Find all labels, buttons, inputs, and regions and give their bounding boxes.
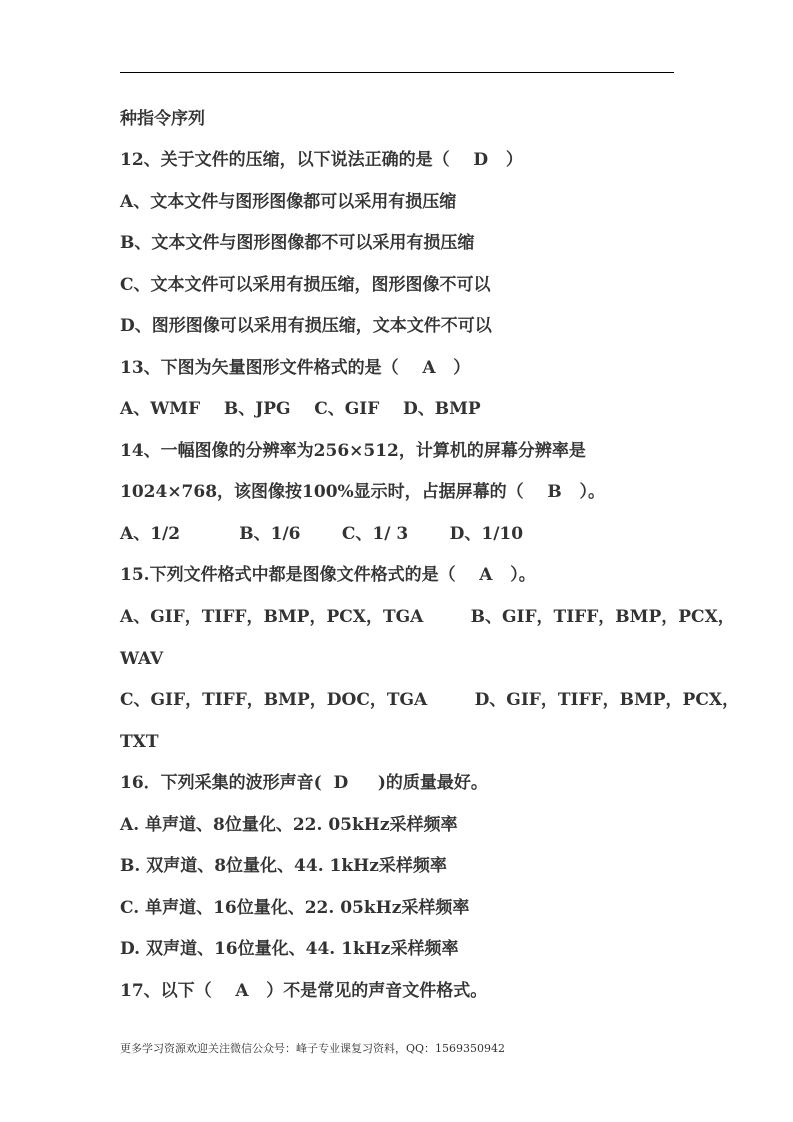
options-15-ab: A、GIF，TIFF，BMP，PCX，TGA B、GIF，TIFF，BMP，PCX， xyxy=(120,607,735,627)
option-16-a: A. 单声道、8位量化、22. 05kHz采样频率 xyxy=(120,815,458,835)
question-16: 16．下列采集的波形声音( D )的质量最好。 xyxy=(120,773,488,793)
option-a: A、文本文件与图形图像都可以采用有损压缩 xyxy=(120,192,457,212)
question-13: 13、下图为矢量图形文件格式的是（ A ） xyxy=(120,358,471,378)
page-footer: 更多学习资源欢迎关注微信公众号：峰子专业课复习资料，QQ：1569350942 xyxy=(120,1042,506,1055)
option-16-c: C. 单声道、16位量化、22. 05kHz采样频率 xyxy=(120,898,470,918)
options-15-ab-cont: WAV xyxy=(120,649,164,669)
option-16-b: B. 双声道、8位量化、44. 1kHz采样频率 xyxy=(120,856,447,876)
question-17: 17、以下（ A ）不是常见的声音文件格式。 xyxy=(120,981,488,1001)
question-14: 14、一幅图像的分辨率为256×512，计算机的屏幕分辨率是 xyxy=(120,441,586,461)
text-line: 种指令序列 xyxy=(120,109,205,129)
option-c: C、文本文件可以采用有损压缩，图形图像不可以 xyxy=(120,275,491,295)
option-d: D、图形图像可以采用有损压缩，文本文件不可以 xyxy=(120,316,492,336)
options-15-cd-cont: TXT xyxy=(120,732,159,752)
options-14: A、1/2 B、1/6 C、1/ 3 D、1/10 xyxy=(120,524,524,544)
question-12: 12、关于文件的压缩，以下说法正确的是（ D ） xyxy=(120,150,523,170)
option-16-d: D. 双声道、16位量化、44. 1kHz采样频率 xyxy=(120,939,459,959)
option-b: B、文本文件与图形图像都不可以采用有损压缩 xyxy=(120,233,475,253)
options-15-cd: C、GIF，TIFF，BMP，DOC，TGA D、GIF，TIFF，BMP，PCX， xyxy=(120,690,740,710)
question-14-cont: 1024×768，该图像按100%显示时，占据屏幕的（ B ）。 xyxy=(120,482,605,502)
options-13: A、WMF B、JPG C、GIF D、BMP xyxy=(120,399,481,419)
question-15: 15.下列文件格式中都是图像文件格式的是（ A ）。 xyxy=(120,565,536,585)
header-rule xyxy=(120,72,674,73)
